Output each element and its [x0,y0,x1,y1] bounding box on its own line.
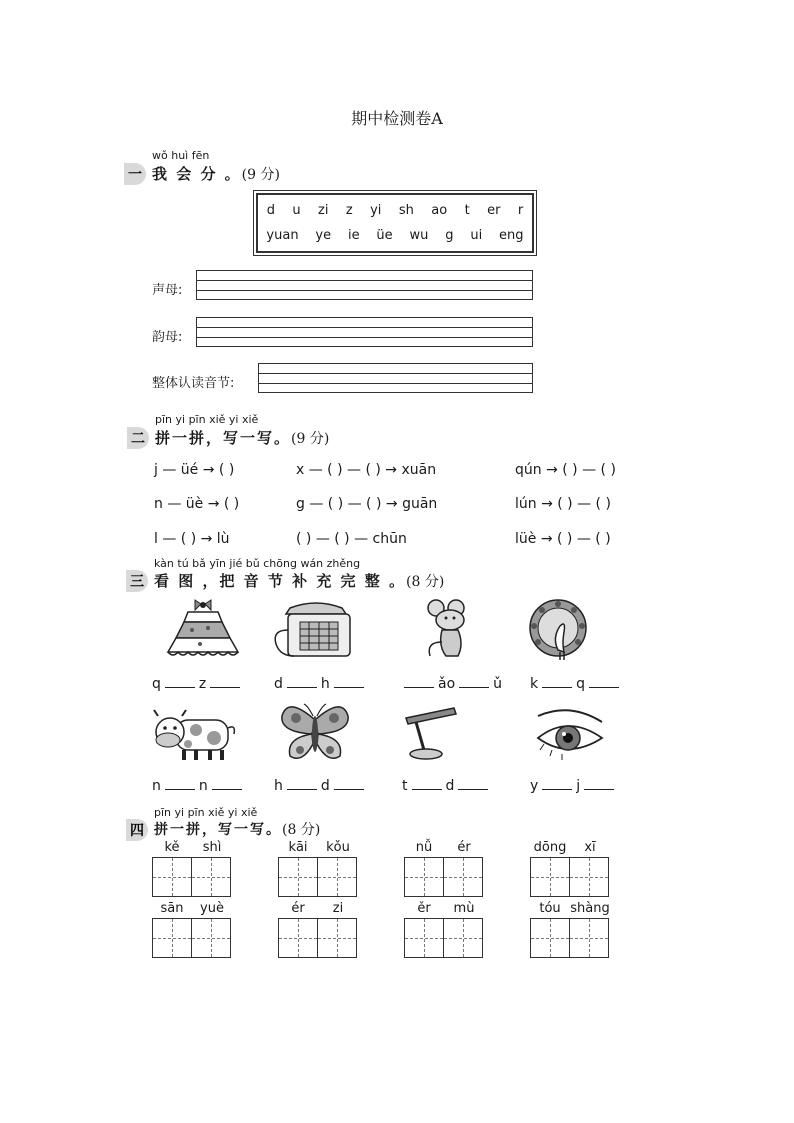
word-pinyin: dōng xī [533,840,596,855]
section2-score: (9 分) [291,431,330,447]
exercise-item: lún → ( ) — ( ) [515,496,611,512]
blank-line[interactable] [287,777,317,790]
letter-item: wu [409,228,429,243]
blank-line[interactable] [334,675,364,688]
blank-line[interactable] [165,777,195,790]
blank-line[interactable] [584,777,614,790]
answer-letter: y [530,778,539,794]
section4-heading [154,819,320,839]
word-pinyin: ěr mù [417,901,475,916]
blank-line[interactable] [334,777,364,790]
answer-letter: q [576,676,585,692]
section1-pinyin: wǒ huì fēn [152,149,210,162]
letter-item: yuan [266,228,299,243]
page-title: 期中检测卷A [351,109,443,128]
exercise-item: j — üé → ( ) [154,462,235,478]
answer-letter: z [198,676,207,692]
word-pinyin: kě shì [164,840,222,855]
skirt-icon [164,598,242,660]
word-pinyin: ér zi [291,901,344,916]
letter-item: d [266,203,275,218]
letter-box [256,193,534,253]
letter-item: ye [315,228,332,243]
section1-number: 一 [124,163,146,185]
letter-item: üe [376,228,393,243]
answer-pair [274,777,368,794]
blank-line[interactable] [542,777,572,790]
answer-letter: d [320,778,330,794]
letter-item: sh [398,203,414,218]
letter-item: er [487,203,501,218]
tianzige-grid[interactable] [404,857,483,897]
letter-item: yi [370,203,382,218]
zhengti-writing-lines[interactable] [258,363,533,393]
shengmu-writing-lines[interactable] [196,270,533,300]
blank-line[interactable] [165,675,195,688]
tianzige-grid[interactable] [152,918,231,958]
yunmu-writing-lines[interactable] [196,317,533,347]
answer-pair [530,675,623,692]
exercise-item: qún → ( ) — ( ) [515,462,616,478]
word-pinyin: sān yuè [160,901,224,916]
yunmu-label: 韵母: [152,330,183,345]
section4-score: (8 分) [282,822,321,838]
letter-row-1 [258,203,532,218]
peacock-icon [524,598,592,662]
answer-pair [274,675,368,692]
butterfly-icon [278,700,352,766]
answer-letter: d [274,676,283,692]
answer-letter: ǎo [438,676,456,692]
exercise-item: lüè → ( ) — ( ) [515,531,611,547]
blank-line[interactable] [412,777,442,790]
answer-letter: t [402,778,408,794]
letter-row-2 [258,228,532,243]
answer-letter: h [274,778,283,794]
blank-line[interactable] [542,675,572,688]
letter-item: zi [318,203,329,218]
word-pinyin: tóu shàng [539,901,610,916]
zhengti-label: 整体认读音节: [152,376,235,391]
tianzige-grid[interactable] [530,918,609,958]
blank-line[interactable] [404,675,434,688]
tianzige-grid[interactable] [404,918,483,958]
mouse-icon [420,598,480,662]
tianzige-grid[interactable] [278,918,357,958]
letter-item: eng [499,228,524,243]
letter-item: g [445,228,454,243]
section1-score: (9 分) [241,167,280,183]
blank-line[interactable] [212,777,242,790]
tianzige-grid[interactable] [278,857,357,897]
section2-title: 拼一拼，写一写。 [155,429,292,447]
section3-pinyin: kàn tú bǎ yīn jié bǔ chōng wán zhěng [154,557,361,570]
section1-heading [152,163,280,184]
exercise-item: l — ( ) → lù [154,531,230,547]
blank-line[interactable] [210,675,240,688]
letter-item: ui [470,228,483,243]
letter-item: ao [431,203,448,218]
tianzige-grid[interactable] [530,857,609,897]
section2-number: 二 [127,427,149,449]
tianzige-grid[interactable] [152,857,231,897]
section2-heading [155,427,329,448]
section3-heading [154,570,444,591]
cow-icon [152,706,238,766]
eye-icon [534,708,606,760]
letter-item: z [345,203,353,218]
answer-letter: d [445,778,455,794]
blank-line[interactable] [589,675,619,688]
section3-score: (8 分) [406,574,445,590]
exercise-item: x — ( ) — ( ) → xuān [296,462,437,478]
answer-pair [530,777,618,794]
answer-letter: q [152,676,161,692]
section3-number: 三 [126,570,148,592]
shengmu-label: 声母: [152,283,183,298]
answer-letter: j [576,778,581,794]
section2-pinyin: pīn yi pīn xiě yi xiě [155,413,259,426]
letter-item: u [292,203,301,218]
answer-letter: n [152,778,161,794]
section1-title: 我 会 分 。 [152,165,242,183]
letter-item: r [517,203,524,218]
answer-letter: h [320,676,330,692]
exercise-item: ( ) — ( ) — chūn [296,531,407,547]
section4-pinyin: pīn yi pīn xiě yi xiě [154,806,258,819]
exercise-item: g — ( ) — ( ) → guān [296,496,438,512]
blank-line[interactable] [287,675,317,688]
answer-letter: k [530,676,539,692]
section3-title: 看 图 ，把 音 节 补 充 完 整 。 [154,572,407,590]
lamp-icon [400,704,460,762]
answer-pair [152,675,244,692]
section4-title: 拼一拼，写一写。 [154,822,282,838]
blank-line[interactable] [459,675,489,688]
blank-line[interactable] [458,777,488,790]
answer-pair [400,675,502,692]
word-pinyin: kāi kǒu [288,840,350,855]
answer-letter: ǔ [493,676,503,692]
word-pinyin: nǚ ér [415,840,471,855]
telephone-icon [270,600,362,662]
answer-pair [402,777,492,794]
section4-number: 四 [126,819,148,841]
letter-item: ie [347,228,360,243]
letter-item: t [464,203,470,218]
exercise-item: n — üè → ( ) [154,496,240,512]
answer-letter: n [198,778,208,794]
answer-pair [152,777,246,794]
